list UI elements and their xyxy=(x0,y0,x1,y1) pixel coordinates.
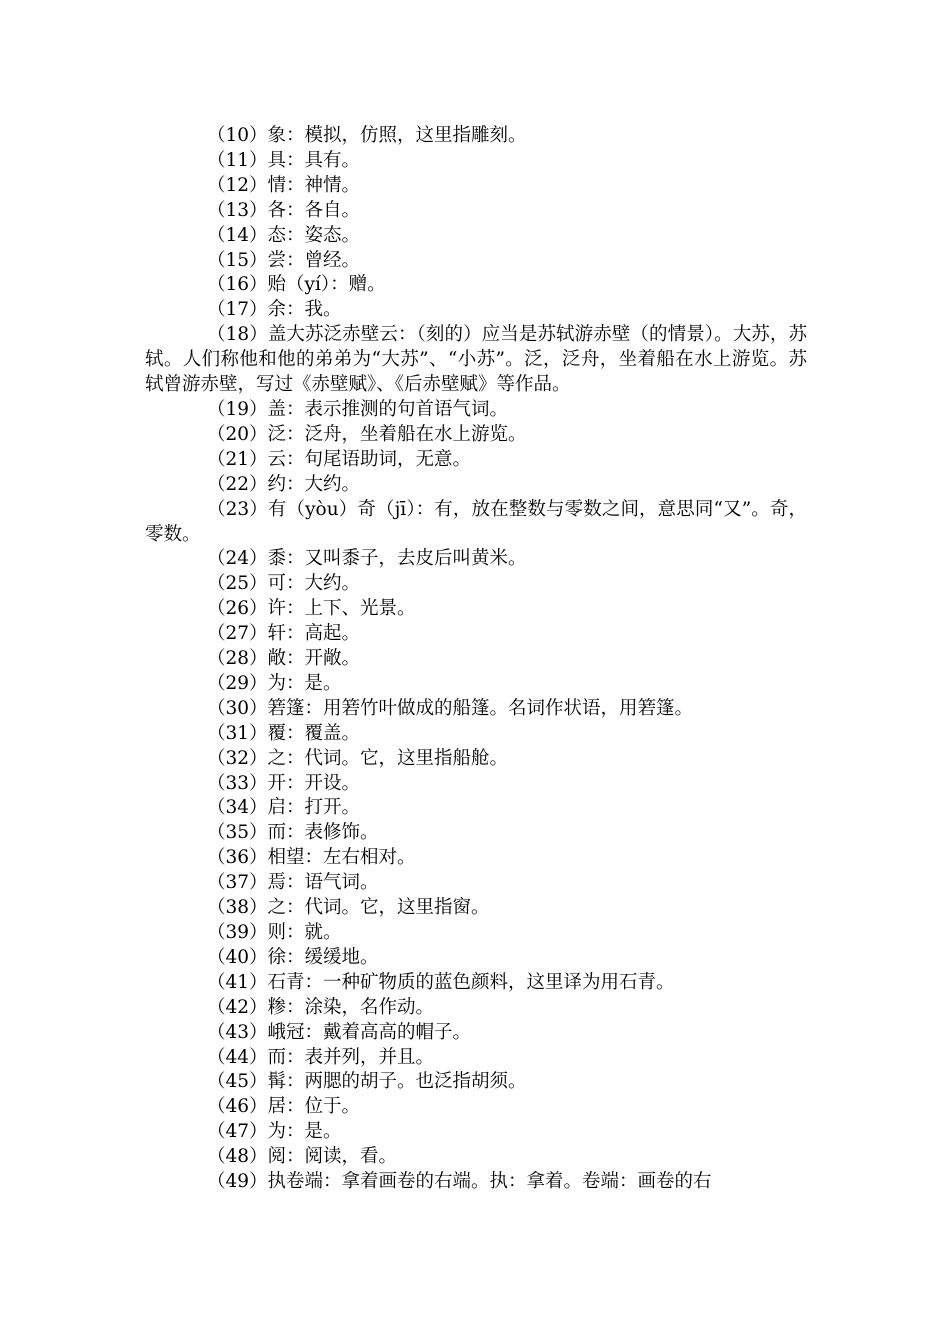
note-line: （20）泛：泛舟，坐着船在水上游览。 xyxy=(207,423,527,445)
note-line: （33）开：开设。 xyxy=(207,772,361,794)
note-line: （16）贻（yí）：赠。 xyxy=(207,274,386,296)
note-line: （24）黍：又叫黍子，去皮后叫黄米。 xyxy=(207,548,527,570)
note-paragraph: （18）盖大苏泛赤壁云：（刻的）应当是苏轼游赤壁（的情景）。大苏，苏轼。人们称他和他的弟弟为“大苏”、“小苏”。泛，泛舟，坐着船在水上游览。苏轼曾游赤壁，写过《赤壁赋》、《后赤壁赋》等作品。 xyxy=(145,324,807,396)
note-line: （25）可：大约。 xyxy=(207,573,361,595)
note-line: （32）之：代词。它，这里指船舱。 xyxy=(207,747,509,769)
note-line: （48）阅：阅读，看。 xyxy=(207,1146,398,1168)
note-line: （29）为：是。 xyxy=(207,672,342,694)
note-line: （30）箬篷：用箬竹叶做成的船篷。名词作状语，用箬篷。 xyxy=(207,697,694,719)
note-line: （41）石青：一种矿物质的蓝色颜料，这里译为用石青。 xyxy=(207,971,675,993)
note-line: （45）髯：两腮的胡子。也泛指胡须。 xyxy=(207,1071,527,1093)
note-line: （40）徐：缓缓地。 xyxy=(207,946,379,968)
note-line: （15）尝：曾经。 xyxy=(207,249,361,271)
note-line: （43）峨冠：戴着高高的帽子。 xyxy=(207,1021,472,1043)
note-line: （27）轩：高起。 xyxy=(207,623,361,645)
note-line: （12）情：神情。 xyxy=(207,174,361,196)
note-line: （11）具：具有。 xyxy=(207,149,361,171)
note-line: （44）而：表并列，并且。 xyxy=(207,1046,435,1068)
note-line: （38）之：代词。它，这里指窗。 xyxy=(207,897,490,919)
note-line: （35）而：表修饰。 xyxy=(207,822,379,844)
note-line: （21）云：句尾语助词，无意。 xyxy=(207,448,472,470)
note-line: （42）糁：涂染，名作动。 xyxy=(207,996,435,1018)
note-line: （37）焉：语气词。 xyxy=(207,872,379,894)
note-line: （49）执卷端：拿着画卷的右端。执：拿着。卷端：画卷的右 xyxy=(207,1171,712,1193)
note-line: （14）态：姿态。 xyxy=(207,224,361,246)
note-line: （19）盖：表示推测的句首语气词。 xyxy=(207,398,509,420)
note-line: （10）象：模拟，仿照，这里指雕刻。 xyxy=(207,125,527,146)
note-line: （34）启：打开。 xyxy=(207,797,361,819)
note-paragraph: （23）有（yòu）奇（jī）：有，放在整数与零数之间，意思同“又”。奇，零数。 xyxy=(145,498,807,545)
note-line: （31）覆：覆盖。 xyxy=(207,722,361,744)
note-line: （36）相望：左右相对。 xyxy=(207,847,416,869)
note-line: （26）许：上下、光景。 xyxy=(207,598,416,620)
annotation-list xyxy=(145,124,807,1195)
note-line: （46）居：位于。 xyxy=(207,1096,361,1118)
note-line: （17）余：我。 xyxy=(207,299,342,321)
note-line: （28）敞：开敞。 xyxy=(207,648,361,670)
note-line: （39）则：就。 xyxy=(207,922,342,943)
note-line: （22）约：大约。 xyxy=(207,473,361,495)
note-line: （47）为：是。 xyxy=(207,1121,342,1143)
note-line: （13）各：各自。 xyxy=(207,199,361,221)
